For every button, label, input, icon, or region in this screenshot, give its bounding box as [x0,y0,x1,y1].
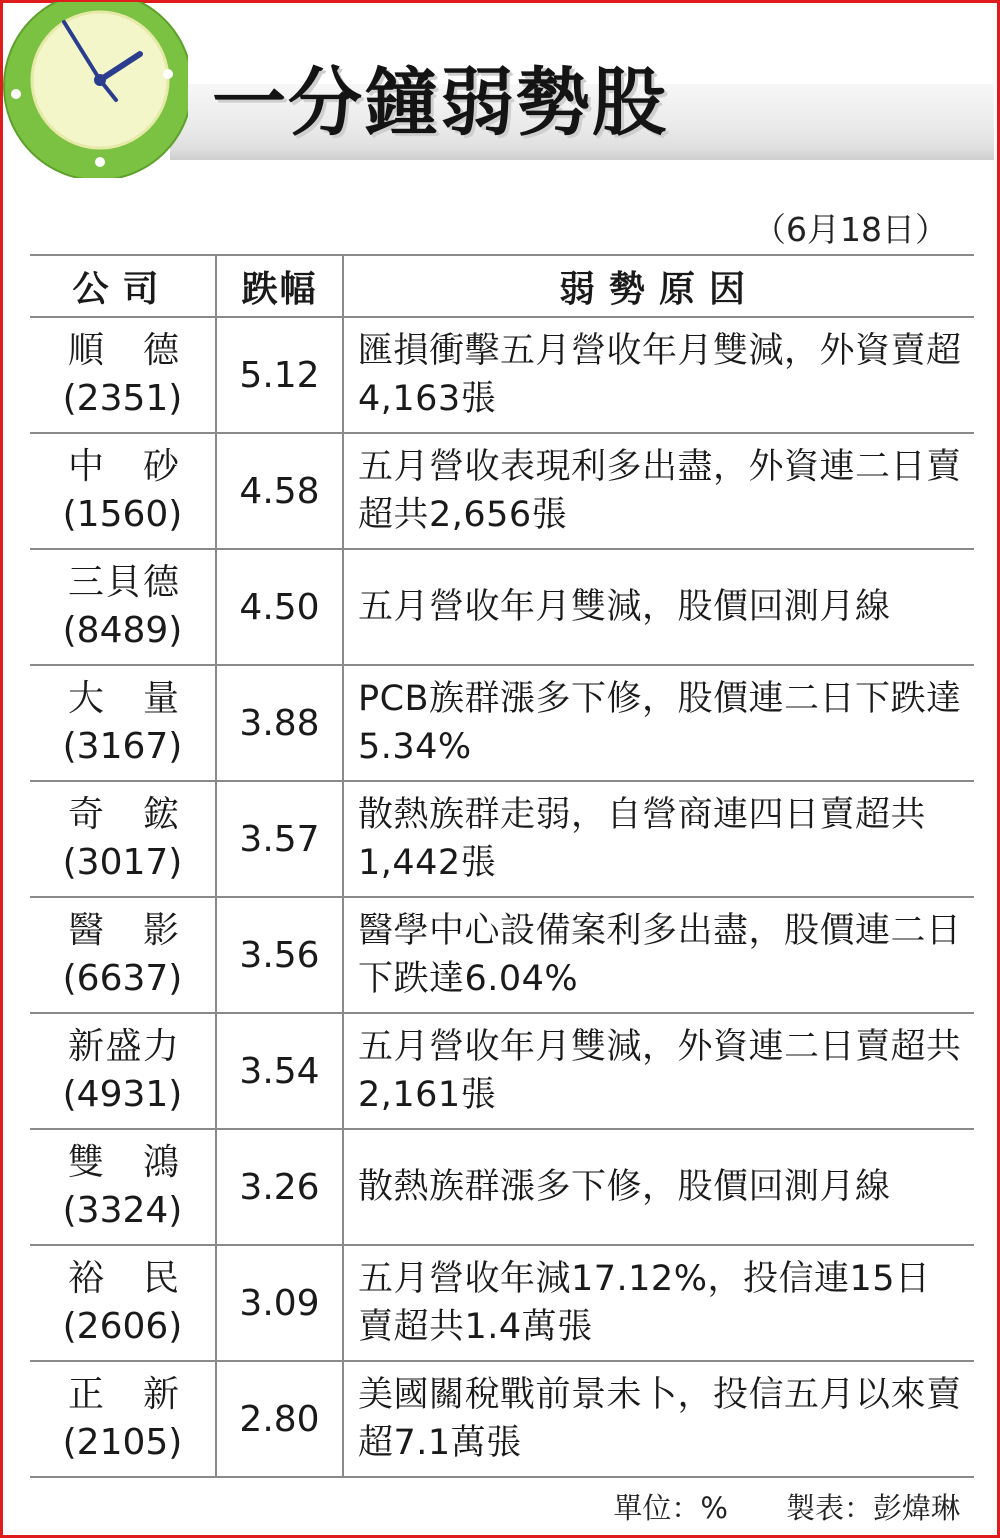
drop-value: 3.88 [216,665,343,781]
company-name: 順德 [68,330,179,371]
stock-code: (4931) [62,1074,183,1115]
footer [613,1486,960,1527]
drop-value: 4.50 [216,549,343,665]
stock-code: (1560) [62,494,183,535]
table-row [30,897,974,1013]
table-row [30,665,974,781]
company-cell [30,549,216,665]
stock-code: (3017) [62,842,183,883]
reason-text: 散熱族群漲多下修，股價回測月線 [343,1129,974,1245]
table-row [30,781,974,897]
weak-stocks-table [30,254,974,1478]
reason-text: 美國關稅戰前景未卜，投信五月以來賣超7.1萬張 [343,1361,974,1477]
company-cell [30,1245,216,1361]
page-title: 一分鐘弱勢股 [212,60,668,146]
company-cell [30,317,216,433]
drop-value: 3.57 [216,781,343,897]
table-row [30,1013,974,1129]
reason-text: 五月營收表現利多出盡，外資連二日賣超共2,656張 [343,433,974,549]
drop-value: 3.26 [216,1129,343,1245]
reason-text: 醫學中心設備案利多出盡，股價連二日下跌達6.04% [343,897,974,1013]
header-drop: 跌幅 [216,255,343,317]
unit-label: 單位：% [613,1491,728,1525]
stock-code: (2606) [62,1306,183,1347]
header-reason: 弱勢原因 [343,255,974,317]
reason-text: 匯損衝擊五月營收年月雙減，外資賣超4,163張 [343,317,974,433]
company-cell [30,1013,216,1129]
reason-text: 五月營收年減17.12%，投信連15日賣超共1.4萬張 [343,1245,974,1361]
company-cell [30,897,216,1013]
table-row [30,1361,974,1477]
stock-code: (2105) [62,1422,183,1463]
reason-text: 五月營收年月雙減，外資連二日賣超共2,161張 [343,1013,974,1129]
drop-value: 3.56 [216,897,343,1013]
author-label: 製表：彭煒琳 [785,1491,960,1525]
reason-text: PCB族群漲多下修，股價連二日下跌達5.34% [343,665,974,781]
stock-code: (3167) [62,726,183,767]
reason-text: 五月營收年月雙減，股價回測月線 [343,549,974,665]
drop-value: 3.54 [216,1013,343,1129]
company-name: 正新 [68,1374,179,1415]
company-cell [30,781,216,897]
stock-code: (3324) [62,1190,183,1231]
company-name: 雙鴻 [68,1142,179,1183]
company-name: 大量 [68,678,179,719]
header-company: 公司 [30,255,216,317]
company-name: 裕民 [68,1258,179,1299]
stock-code: (2351) [62,378,183,419]
drop-value: 3.09 [216,1245,343,1361]
company-cell [30,665,216,781]
table-row [30,433,974,549]
drop-value: 5.12 [216,317,343,433]
company-name: 中砂 [68,446,179,487]
table-header-row [30,255,974,317]
clock-icon [2,2,188,178]
date-label: （6月18日） [753,210,948,249]
table-row [30,317,974,433]
company-cell [30,1129,216,1245]
company-name: 新盛力 [68,1026,179,1067]
stock-code: (8489) [62,610,183,651]
reason-text: 散熱族群走弱，自營商連四日賣超共1,442張 [343,781,974,897]
stock-code: (6637) [62,958,183,999]
table-row [30,1245,974,1361]
drop-value: 4.58 [216,433,343,549]
table-row [30,1129,974,1245]
company-name: 奇鋐 [68,794,179,835]
drop-value: 2.80 [216,1361,343,1477]
company-name: 醫影 [68,910,179,951]
table-row [30,549,974,665]
company-cell [30,433,216,549]
company-name: 三貝德 [68,562,179,603]
company-cell [30,1361,216,1477]
